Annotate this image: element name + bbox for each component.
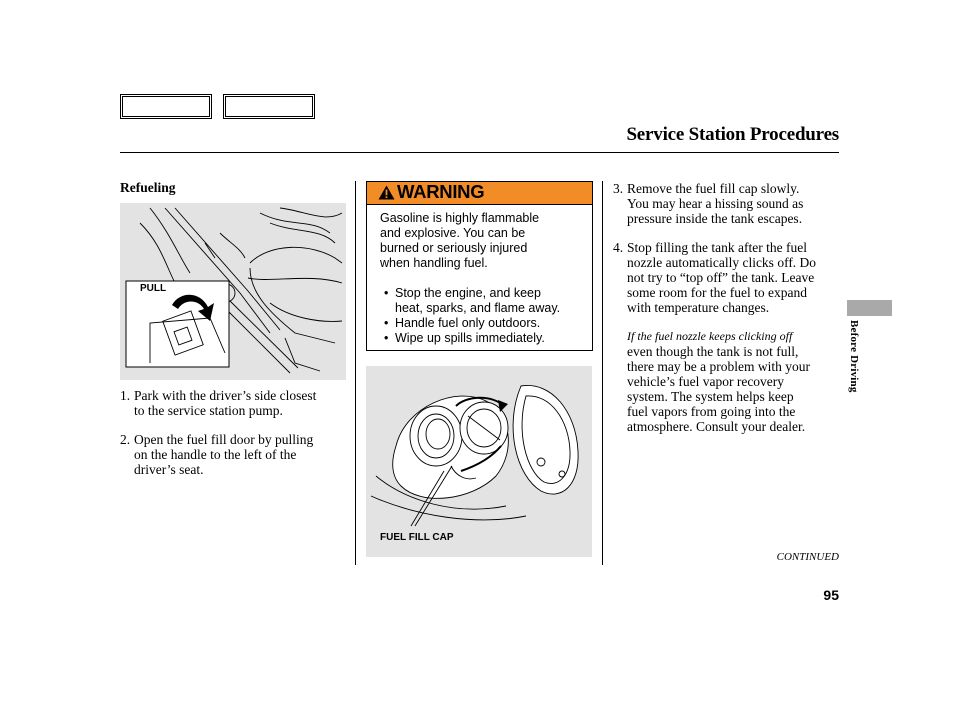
- warning-intro-line: burned or seriously injured: [380, 241, 528, 255]
- section-tab-label: Before Driving: [848, 320, 860, 393]
- warning-bullet-line: heat, sparks, and flame away.: [395, 301, 561, 315]
- step-text-line: Stop filling the tank after the fuel: [627, 240, 807, 255]
- step-text-line: Open the fuel fill door by pulling: [134, 432, 314, 447]
- pull-label: PULL: [140, 283, 167, 294]
- warning-intro-line: when handling fuel.: [380, 256, 488, 270]
- step-text-line: You may hear a hissing sound as: [627, 196, 804, 211]
- note-line: there may be a problem with your: [627, 359, 810, 374]
- warning-bullet: [384, 286, 560, 316]
- column-divider-right: [602, 181, 603, 565]
- note-line: fuel vapors from going into the: [627, 404, 796, 419]
- warning-title: WARNING: [397, 181, 485, 202]
- step-text-line: Park with the driver’s side closest: [134, 388, 317, 403]
- warning-bullet: [384, 331, 560, 346]
- warning-bullets: [384, 286, 560, 346]
- step-text-line: to the service station pump.: [134, 403, 283, 418]
- fuel-fill-cap-illustration: [366, 366, 592, 557]
- step-text-line: pressure inside the tank escapes.: [627, 211, 803, 226]
- step-number: 3.: [613, 181, 624, 196]
- warning-intro-line: and explosive. You can be: [380, 226, 526, 240]
- continued-label: CONTINUED: [776, 551, 839, 563]
- step-text-line: with temperature changes.: [627, 300, 770, 315]
- note-line: vehicle’s fuel vapor recovery: [627, 374, 785, 389]
- fuel-fill-cap-label: FUEL FILL CAP: [380, 532, 454, 543]
- step-text-line: driver’s seat.: [134, 462, 204, 477]
- column-divider-left: [355, 181, 356, 565]
- warning-bullet-line: • Stop the engine, and keep: [395, 286, 541, 300]
- note-line: even though the tank is not full,: [627, 344, 799, 359]
- warning-header: [367, 182, 592, 205]
- warning-bullet-line: • Wipe up spills immediately.: [395, 331, 545, 345]
- note-italic-lead: If the fuel nozzle keeps clicking off: [627, 329, 793, 343]
- step-text-line: not try to “top off” the tank. Leave: [627, 270, 815, 285]
- header-rule: [120, 152, 839, 153]
- section-tab: [847, 300, 892, 316]
- fuel-door-release-figure: [120, 203, 346, 380]
- step-number: 2.: [120, 432, 131, 447]
- warning-intro: [380, 211, 539, 271]
- fuel-nozzle-note: [627, 329, 847, 434]
- warning-intro-line: Gasoline is highly flammable: [380, 211, 540, 225]
- nav-box-table-of-contents[interactable]: [223, 94, 315, 119]
- warning-bullet-line: • Handle fuel only outdoors.: [395, 316, 541, 330]
- nav-box-main-menu[interactable]: [120, 94, 212, 119]
- warning-bullet: [384, 316, 560, 331]
- section-heading: Refueling: [120, 180, 176, 195]
- step-text-line: nozzle automatically clicks off. Do: [627, 255, 817, 270]
- note-line: atmosphere. Consult your dealer.: [627, 419, 806, 434]
- step-text-line: on the handle to the left of the: [134, 447, 297, 462]
- step-text-line: some room for the fuel to expand: [627, 285, 807, 300]
- page-title: Service Station Procedures: [626, 124, 839, 145]
- fuel-fill-cap-figure: [366, 366, 592, 557]
- page-number: 95: [823, 587, 839, 603]
- step-number: 1.: [120, 388, 131, 403]
- step-text-line: Remove the fuel fill cap slowly.: [627, 181, 800, 196]
- warning-triangle-icon: [378, 185, 395, 200]
- step-number: 4.: [613, 240, 624, 255]
- warning-box: [366, 181, 593, 351]
- note-line: system. The system helps keep: [627, 389, 794, 404]
